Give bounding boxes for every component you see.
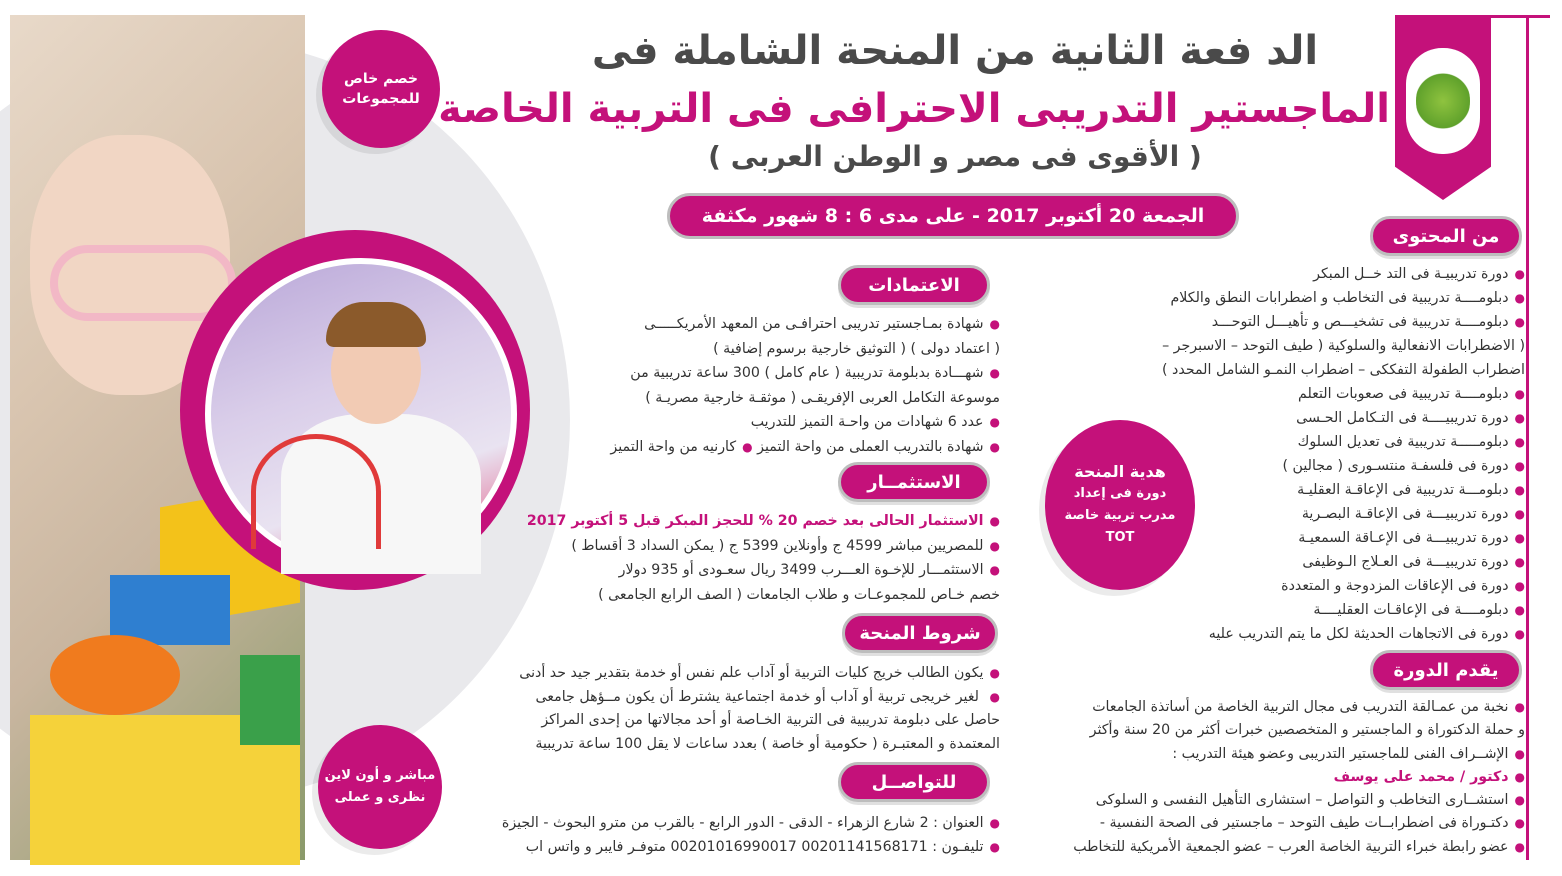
content-pill: من المحتوى <box>1370 216 1522 256</box>
list-item: ●دورة تدريبيـــة فى الإعـاقة السمعيـة <box>1298 530 1525 546</box>
accreditation-pill: الاعتمادات <box>838 265 990 305</box>
gift-title: هدية المنحة <box>1074 462 1166 481</box>
bullet-dot-icon: ● <box>1514 700 1525 714</box>
list-item: اضطراب الطفولة التفككى – اضطراب النمـو الشامل المحدد ) <box>1162 362 1525 378</box>
list-item: موسوعة التكامل العربى الإفريقـى ( موثقـة خارجية مصريـة ) <box>645 389 1000 406</box>
bullet-dot-icon: ● <box>1514 603 1525 617</box>
list-item: حاصل على دبلومة تدريبية فى التربية الخـاصة أو أحد مجالاتها من إحدى المراكز <box>541 712 1000 728</box>
contact-list <box>455 811 1000 859</box>
bullet-dot-icon: ● <box>989 689 1000 704</box>
list-item: ●دورة فى الإعاقات المزدوجة و المتعددة <box>1281 578 1525 594</box>
bullet-dot-icon: ● <box>1514 746 1525 761</box>
bullet-dot-icon: ● <box>1514 459 1525 473</box>
bullet-dot-icon: ● <box>989 666 1000 680</box>
bullet-dot-icon: ● <box>989 563 1000 577</box>
bullet-dot-icon: ● <box>1514 507 1525 521</box>
bullet-dot-icon: ● <box>1514 627 1525 641</box>
list-item: ●دورة تدريبيــــة فى التـكامل الحـسى <box>1296 410 1525 426</box>
bullet-dot-icon: ● <box>1514 555 1525 569</box>
list-item: ●دورة تدريبيـة فى التد خــل المبكر <box>1313 266 1525 282</box>
list-item: ●دكتور / محمد على يوسف <box>1333 768 1525 785</box>
mode-line1: مباشر و أون لاين <box>324 768 436 783</box>
list-item: ●دبلومــــة فى الإعاقـات العقليــــة <box>1313 602 1525 618</box>
list-item: ●للمصريين مباشر 4599 ج وأونلاين 5399 ج ( يمكن السداد 3 أقساط ) <box>571 537 1000 554</box>
bullet-dot-icon: ● <box>1514 291 1525 305</box>
discount-line1: خصم خاص <box>344 71 418 87</box>
conditions-pill: شروط المنحة <box>842 613 998 653</box>
list-item: المعتمدة و المعتبـرة ( حكومية أو خاصة ) بعدد ساعات لا يقل 100 ساعة تدريبية <box>535 735 1000 752</box>
bullet-dot-icon: ● <box>989 514 1000 528</box>
mode-line2: نظرى و عملى <box>334 790 426 805</box>
list-item: ●دبلومــــة تدريبية فى تشخيـــص و تأهيـــل التوحـــد <box>1211 314 1525 330</box>
bullet-dot-icon: ● <box>1514 435 1525 449</box>
presenters-list <box>1020 696 1525 859</box>
boy-playing-photo <box>205 258 517 570</box>
bullet-dot-icon: ● <box>989 317 1000 331</box>
list-item: و حملة الدكتوراة و الماجستير و المتخصصين خبرات أكثر من 20 سنة وأكثر <box>1089 722 1525 739</box>
list-item: ●دكتـوراة فى اضطرابــات طيف التوحد – ماجستير فى الصحة النفسية - <box>1099 815 1525 832</box>
investment-list <box>526 509 1000 607</box>
bullet-dot-icon: ● <box>989 415 1000 429</box>
list-item: ●دبلومـــــة تدريبية فى تعديل السلوك <box>1297 434 1525 450</box>
investment-pill: الاستثمــار <box>838 462 990 502</box>
gift-line1: دورة فى إعداد <box>1073 486 1167 501</box>
gift-line3: TOT <box>1105 530 1135 545</box>
discount-line2: للمجموعات <box>342 91 420 107</box>
conditions-list <box>455 662 1000 756</box>
accreditation-list <box>555 312 1000 459</box>
presenters-pill: يقدم الدورة <box>1370 650 1522 690</box>
list-item: ●دبلومـــة تدريبية فى الإعاقـة العقليـة <box>1297 482 1525 498</box>
list-item: ●الاستثمـــار للإخـوة العـــرب 3499 ريال سعـودى أو 935 دولار <box>618 562 1000 578</box>
list-item: ●شهادة بمـاجستير تدريبى احترافـى من المعهد الأمريكـــــى <box>644 316 1000 332</box>
list-item: ●دبلومــــة تدريبية فى صعوبات التعلم <box>1298 386 1525 402</box>
bullet-dot-icon: ● <box>989 816 1000 830</box>
bullet-dot-icon: ● <box>1514 483 1525 497</box>
list-item: ●الاستثمار الحالى بعد خصم 20 % للحجز المبكر قبل 5 أكتوبر 2017 <box>526 513 1000 529</box>
bullet-dot-icon: ● <box>1514 769 1525 784</box>
list-item: ●دورة فى فلسفـة منتسـورى ( مجالين ) <box>1282 458 1525 474</box>
bullet-dot-icon: ● <box>1514 531 1525 545</box>
bullet-dot-icon: ● <box>989 538 1000 553</box>
content-list <box>1020 262 1525 646</box>
gift-line2: مدرب تربية خاصة <box>1064 508 1176 523</box>
bullet-dot-icon: ● <box>989 366 1000 380</box>
list-item: ● لغير خريجى تربية أو آداب أو خدمة اجتماعية يشترط أن يكون مــؤهل جامعى <box>535 688 1000 705</box>
list-item: ●استشــارى التخاطب و التواصل – استشارى التأهيل النفسى و السلوكى <box>1095 792 1525 809</box>
list-item: ●شهـــادة بدبلومة تدريبية ( عام كامل ) 300 ساعة تدريبية من <box>630 365 1000 381</box>
title-line-1: الد فعة الثانية من المنحة الشاملة فى <box>591 28 1319 74</box>
list-item: خصم خـاص للمجموعـات و طلاب الجامعات ( الصف الرابع الجامعى ) <box>598 586 1000 603</box>
date-pill: الجمعة 20 أكتوبر 2017 - على مدى 6 : 8 شهور مكثفة <box>667 193 1239 239</box>
list-item: ●دورة فى الاتجاهات الحديثة لكل ما يتم التدريب عليه <box>1208 626 1525 642</box>
list-item: ●عضو رابطة خبراء التربية الخاصة العرب – عضو الجمعية الأمريكية للتخاطب <box>1073 838 1525 855</box>
list-item: ●يكون الطالب خريج كليات التربية أو آداب علم نفس أو خدمة بتقدير جيد حد أدنى <box>519 665 1000 681</box>
list-item: ●شهادة بالتدريب العملى من واحة التميز ●كارنيه من واحة التميز <box>610 438 1000 455</box>
list-item: ●دبلومــــة تدريبية فى التخاطب و اضطرابات النطق والكلام <box>1170 290 1525 306</box>
right-frame-line <box>1526 15 1555 860</box>
contact-pill: للتواصــل <box>838 762 990 802</box>
bullet-dot-icon: ● <box>1514 387 1525 401</box>
list-item: ●نخبة من عمـالقة التدريب فى مجال التربية الخاصة من أساتذة الجامعات <box>1092 699 1525 715</box>
bullet-dot-icon: ● <box>1514 315 1525 329</box>
list-item: ●عدد 6 شهادات من واحـة التميز للتدريب <box>750 414 1000 430</box>
list-item: ( اعتماد دولى ) ( التوثيق خارجية برسوم إضافية ) <box>713 340 1000 357</box>
mode-bubble <box>318 725 442 849</box>
bullet-dot-icon: ● <box>1514 816 1525 831</box>
list-item: ( الاضطرابات الانفعالية والسلوكية ( طيف التوحد – الاسبرجر – <box>1162 338 1525 354</box>
title-line-2: الماجستير التدريبى الاحترافى فى التربية الخاصة <box>438 86 1390 132</box>
list-item: ●دورة تدريبيـــة فى الإعاقـة البصـرية <box>1301 506 1525 522</box>
bullet-dot-icon: ● <box>989 840 1000 854</box>
bullet-dot-icon: ● <box>1514 839 1525 854</box>
bullet-dot-icon: ● <box>1514 793 1525 808</box>
list-item: ●العنوان : 2 شارع الزهراء - الدقى - الدور الرابع - بالقرب من مترو البحوث - الجيزة <box>501 815 1000 831</box>
bullet-dot-icon: ● <box>989 439 1000 454</box>
bullet-dot-icon: ● <box>1514 267 1525 281</box>
list-item: ●دورة تدريبيـــة فى العـلاج الـوظيفى <box>1302 554 1525 570</box>
discount-bubble <box>322 30 440 148</box>
bullet-dot-icon: ● <box>742 439 753 454</box>
list-item: ●تليفـون : 00201141568171 00201016990017 متوفـر فايبر و واتس اب <box>525 839 1000 855</box>
title-line-3: ( الأقوى فى مصر و الوطن العربى ) <box>708 140 1202 173</box>
list-item: ●الإشــراف الفنى للماجستير التدريبى وعضو هيئة التدريب : <box>1172 745 1525 762</box>
bullet-dot-icon: ● <box>1514 579 1525 593</box>
logo-tree-icon <box>1406 48 1480 154</box>
bullet-dot-icon: ● <box>1514 411 1525 425</box>
